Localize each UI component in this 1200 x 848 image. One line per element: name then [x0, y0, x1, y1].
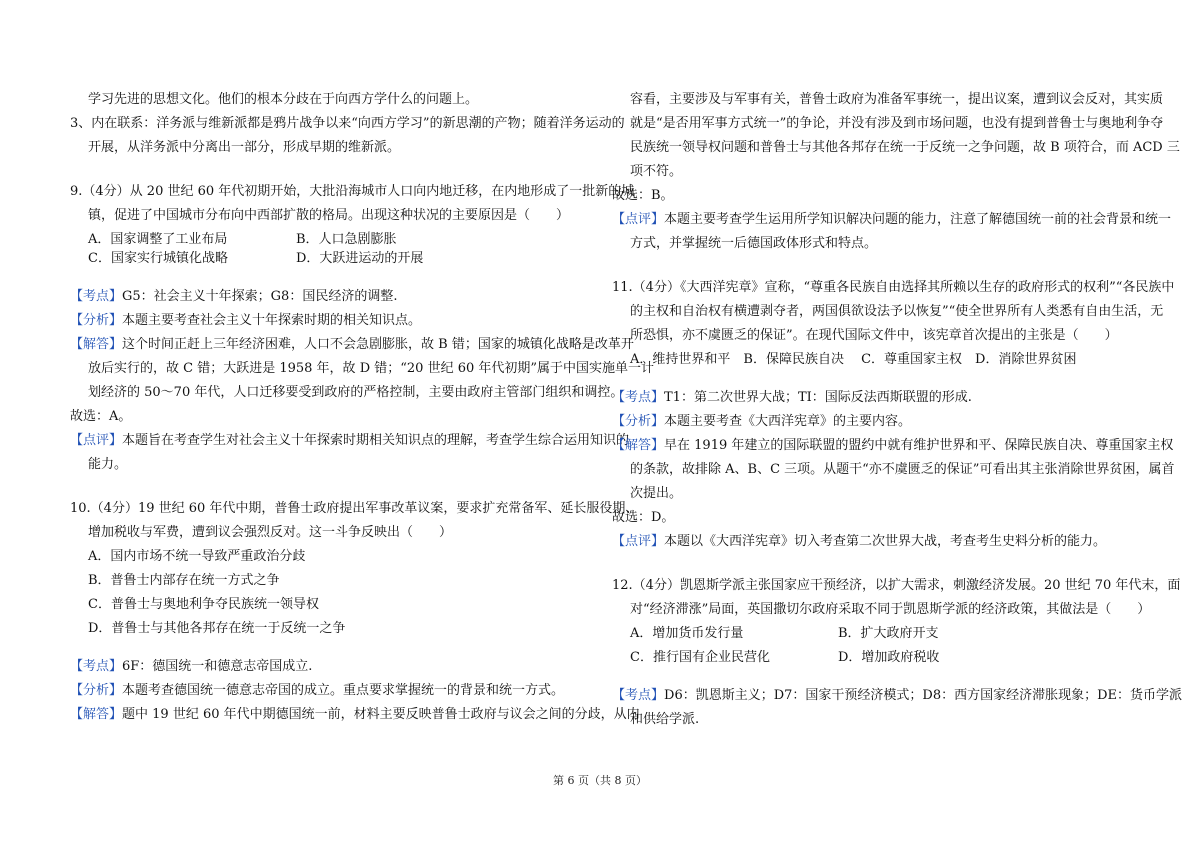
- text-line: 项不符。: [630, 164, 683, 179]
- jieda-tag: 【解答】: [612, 438, 665, 453]
- jieda-line: [70, 703, 640, 727]
- dianping-line: [612, 530, 1132, 554]
- page-footer: 第 6 页（共 8 页）: [553, 774, 647, 787]
- text-line: 的条款，故排除 A、B、C 三项。从题干“亦不虞匮乏的保证”可看出其主张消除世界贫困，属首: [630, 462, 1175, 477]
- fenxi-text: 本题考查德国统一德意志帝国的成立。重点要求掌握统一的背景和统一方式。: [122, 683, 565, 698]
- fenxi-line: [612, 410, 1132, 434]
- options-row: A．维持世界和平 B．保障民族自决 C．尊重国家主权 D．消除世界贫困: [630, 352, 1077, 367]
- text-line: 和供给学派.: [630, 712, 700, 727]
- dianping-text: 本题以《大西洋宪章》切入考查第二次世界大战，考查考生史料分析的能力。: [664, 534, 1107, 549]
- kaodian-line: [612, 684, 1183, 708]
- text-line: 方式，并掌握统一后德国政体形式和特点。: [630, 236, 878, 251]
- question-stem: 11.（4分）《大西洋宪章》宣称，“尊重各民族自由选择其所赖以生存的政府形式的权利”“各民族中: [612, 280, 1175, 295]
- question-12: [612, 574, 1183, 732]
- jieda-tag: 【解答】: [70, 337, 123, 352]
- fenxi-tag: 【分析】: [612, 414, 665, 429]
- kaodian-tag: 【考点】: [70, 659, 123, 674]
- text-line: 3、内在联系：洋务派与维新派都是鸦片战争以来“向西方学习”的新思潮的产物；随着洋务运动的: [70, 116, 625, 131]
- kaodian-line: [612, 386, 1132, 410]
- kaodian-text: T1：第二次世界大战；TI：国际反法西斯联盟的形成.: [664, 390, 972, 405]
- kaodian-tag: 【考点】: [70, 289, 123, 304]
- text-line: 放后实行的，故 C 错；大跃进是 1958 年，故 D 错；“20 世纪 60 年代初期”属于中国实施单一计: [88, 361, 655, 376]
- option-a: A．增加货币发行量: [630, 626, 744, 641]
- question-stem: 镇，促进了中国城市分布向中西部扩散的格局。出现这种状况的主要原因是（ ）: [88, 208, 570, 223]
- dianping-line: [612, 208, 1172, 232]
- jieda-text: 这个时间正赶上三年经济困难，人口不会急剧膨胀，故 B 错；国家的城镇化战略是改革开: [122, 337, 634, 352]
- option-c: C．推行国有企业民营化: [630, 650, 770, 665]
- kaodian-line: [70, 285, 590, 309]
- option-b: B．普鲁士内部存在统一方式之争: [88, 573, 280, 588]
- text-line: 划经济的 50～70 年代，人口迁移要受到政府的严格控制，主要由政府主管部门组织和调控。: [88, 385, 624, 400]
- option-d: D．普鲁士与其他各邦存在统一于反统一之争: [88, 621, 346, 636]
- kaodian-tag: 【考点】: [612, 390, 665, 405]
- text-line: 容看，主要涉及与军事有关，普鲁士政府为准备军事统一，提出议案，遭到议会反对，其实质: [630, 92, 1164, 107]
- dianping-text: 本题旨在考查学生对社会主义十年探索时期相关知识点的理解，考查学生综合运用知识的: [122, 433, 630, 448]
- fenxi-text: 本题主要考查社会主义十年探索时期的相关知识点。: [122, 313, 422, 328]
- question-stem: 的主权和自治权有横遭剥夺者，两国俱欲设法予以恢复”“使全世界所有人类悉有自由生活，无: [630, 304, 1164, 319]
- option-a: A．国家调整了工业布局: [88, 232, 228, 247]
- option-c: C．普鲁士与奥地利争夺民族统一领导权: [88, 597, 319, 612]
- dianping-tag: 【点评】: [70, 433, 123, 448]
- options-row: [612, 646, 1132, 670]
- answer-line: 故选：B。: [612, 188, 674, 203]
- question-stem: 增加税收与军费，遭到议会强烈反对。这一斗争反映出（ ）: [88, 525, 453, 540]
- fenxi-line: [70, 309, 590, 333]
- jieda-line: [612, 434, 1174, 458]
- text-line: 民族统一领导权问题和普鲁士与其他各邦存在统一于反统一之争问题，故 B 项符合，而 ACD 三: [630, 140, 1180, 155]
- jieda-tag: 【解答】: [70, 707, 123, 722]
- option-c: C．国家实行城镇化战略: [88, 251, 228, 266]
- option-b: B．人口急剧膨胀: [296, 232, 397, 247]
- option-b: B．扩大政府开支: [838, 626, 939, 641]
- answer-line: 故选：A。: [70, 409, 132, 424]
- question-stem: 所恐惧，亦不虞匮乏的保证”。在现代国际文件中，该宪章首次提出的主张是（ ）: [630, 328, 1118, 343]
- kaodian-tag: 【考点】: [612, 688, 665, 703]
- option-d: D．大跃进运动的开展: [296, 251, 424, 266]
- options-row: [70, 247, 590, 271]
- question-stem: 9.（4分）从 20 世纪 60 年代初期开始，大批沿海城市人口向内地迁移，在内地形成了一批新的城: [70, 184, 635, 199]
- options-row: [70, 228, 590, 247]
- dianping-tag: 【点评】: [612, 212, 665, 227]
- jieda-text: 题中 19 世纪 60 年代中期德国统一前，材料主要反映普鲁士政府与议会之间的分歧，从内: [122, 707, 640, 722]
- dianping-tag: 【点评】: [612, 534, 665, 549]
- question-11: [612, 276, 1175, 554]
- text-line: 能力。: [88, 457, 128, 472]
- text-line: 开展，从洋务派中分离出一部分，形成早期的维新派。: [88, 140, 401, 155]
- text-line: 次提出。: [630, 486, 683, 501]
- fenxi-tag: 【分析】: [70, 313, 123, 328]
- option-d: D．增加政府税收: [838, 650, 940, 665]
- question-stem: 12.（4分）凯恩斯学派主张国家应干预经济，以扩大需求，刺激经济发展。20 世纪 70 年代末，面: [612, 578, 1181, 593]
- fenxi-line: [70, 679, 590, 703]
- kaodian-text: D6：凯恩斯主义；D7：国家干预经济模式；D8：西方国家经济滞胀现象；DE：货币学派: [664, 688, 1183, 703]
- right-column: [612, 88, 1183, 732]
- kaodian-text: G5：社会主义十年探索；G8：国民经济的调整.: [122, 289, 398, 304]
- dianping-line: [70, 429, 630, 453]
- kaodian-text: 6F：德国统一和德意志帝国成立.: [122, 659, 313, 674]
- option-a: A．国内市场不统一导致严重政治分歧: [88, 549, 306, 564]
- fenxi-text: 本题主要考查《大西洋宪章》的主要内容。: [664, 414, 912, 429]
- fenxi-tag: 【分析】: [70, 683, 123, 698]
- question-stem: 10.（4分）19 世纪 60 年代中期，普鲁士政府提出军事改革议案，要求扩充常备军、延长服役期、: [70, 501, 639, 516]
- text-line: 就是“是否用军事方式统一”的争论，并没有涉及到市场问题，也没有提到普鲁士与奥地利争夺: [630, 116, 1164, 131]
- kaodian-line: [70, 655, 590, 679]
- text-line: 学习先进的思想文化。他们的根本分歧在于向西方学什么的问题上。: [88, 92, 479, 107]
- jieda-line: [70, 333, 634, 357]
- answer-line: 故选：D。: [612, 510, 675, 525]
- options-row: [612, 622, 1132, 646]
- dianping-text: 本题主要考查学生运用所学知识解决问题的能力，注意了解德国统一前的社会背景和统一: [664, 212, 1172, 227]
- question-stem: 对“经济滞涨”局面，英国撒切尔政府采取不同于凯恩斯学派的经济政策，其做法是（ ）: [630, 602, 1151, 617]
- jieda-text: 早在 1919 年建立的国际联盟的盟约中就有维护世界和平、保障民族自决、尊重国家主权: [664, 438, 1174, 453]
